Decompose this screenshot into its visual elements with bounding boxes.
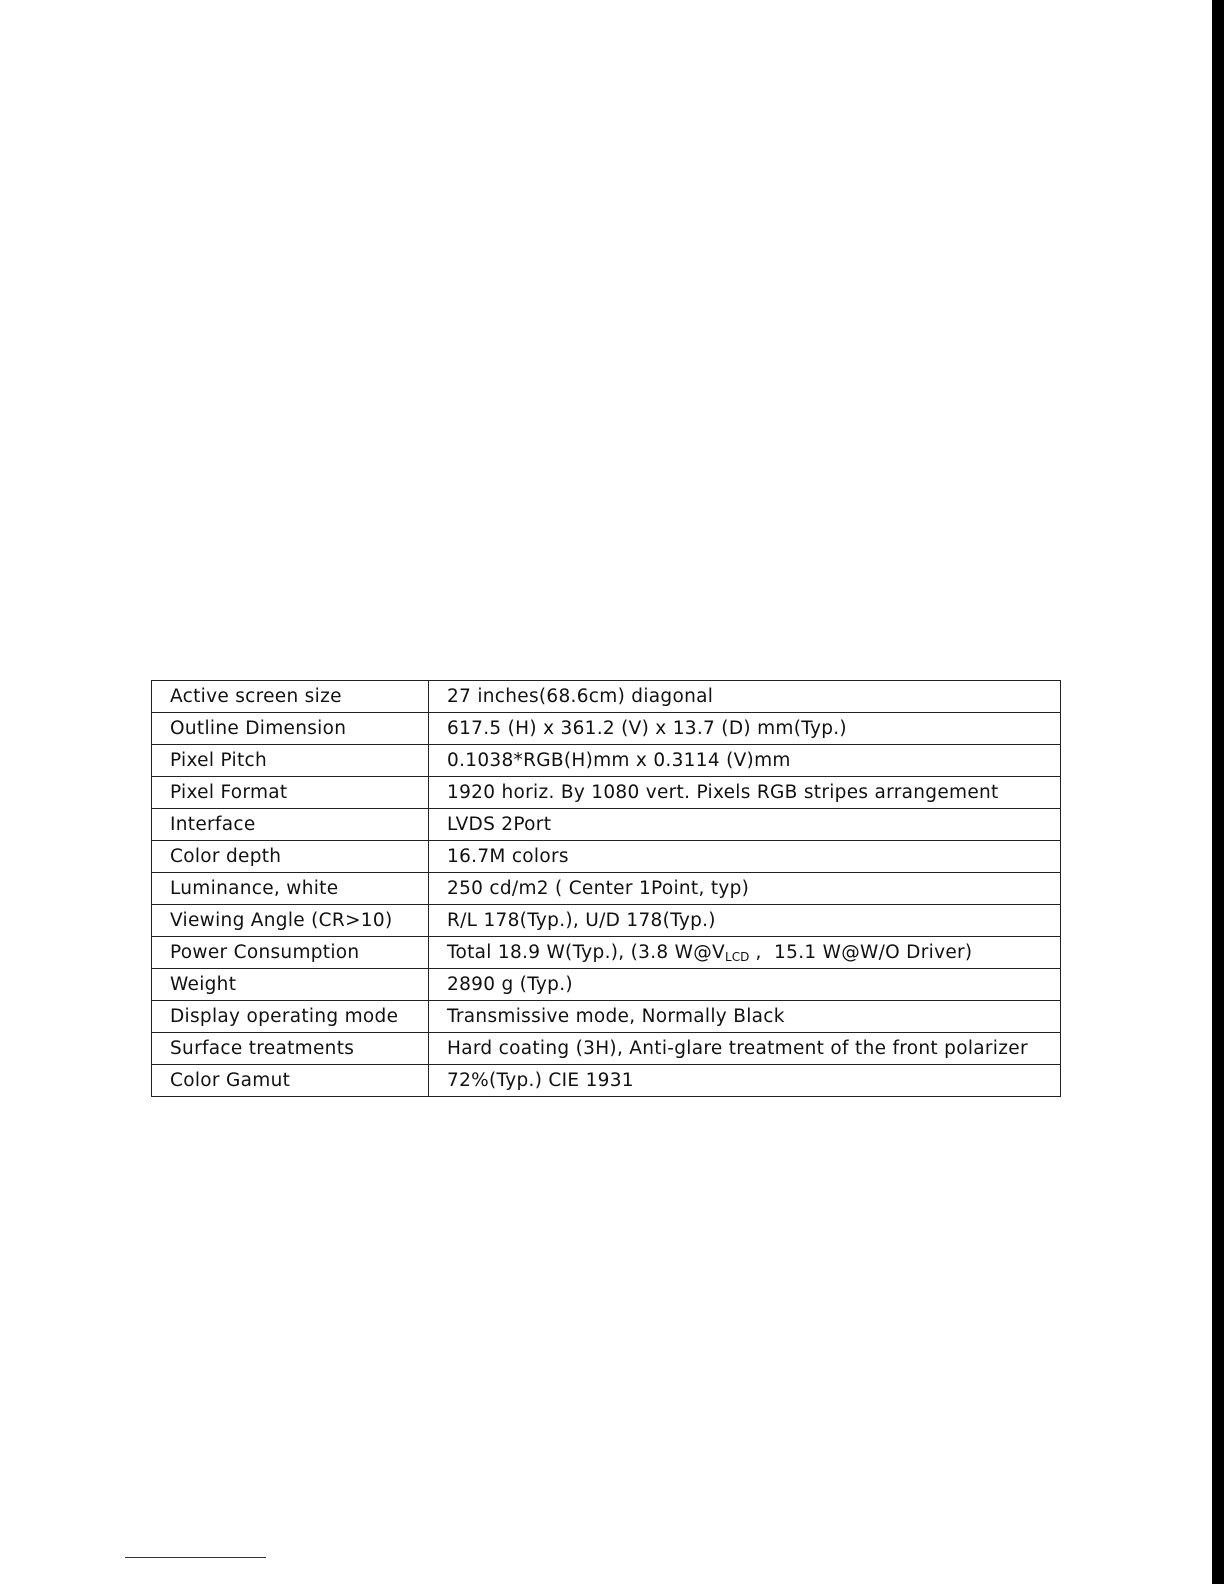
power-value-suffix: , 15.1 W@W/O Driver) <box>749 941 973 963</box>
table-row <box>152 905 1061 937</box>
table-row <box>152 841 1061 873</box>
power-value-prefix: Total 18.9 W(Typ.), (3.8 W@V <box>447 941 726 963</box>
spec-value-power-consumption <box>429 937 1061 969</box>
spec-value-weight: 2890 g (Typ.) <box>429 969 1061 1001</box>
table-row <box>152 873 1061 905</box>
table-row <box>152 969 1061 1001</box>
page-edge-bar <box>1212 0 1224 1584</box>
table-row <box>152 809 1061 841</box>
table-row <box>152 1001 1061 1033</box>
spec-value-interface: LVDS 2Port <box>429 809 1061 841</box>
table-row <box>152 1065 1061 1097</box>
power-value-subscript: LCD <box>725 949 750 964</box>
spec-label-weight: Weight <box>152 969 429 1001</box>
table-row <box>152 681 1061 713</box>
table-row <box>152 937 1061 969</box>
spec-label-power-consumption: Power Consumption <box>152 937 429 969</box>
spec-label-pixel-format: Pixel Format <box>152 777 429 809</box>
spec-label-luminance: Luminance, white <box>152 873 429 905</box>
spec-label-viewing-angle: Viewing Angle (CR>10) <box>152 905 429 937</box>
spec-value-pixel-pitch: 0.1038*RGB(H)mm x 0.3114 (V)mm <box>429 745 1061 777</box>
spec-label-interface: Interface <box>152 809 429 841</box>
spec-label-outline-dimension: Outline Dimension <box>152 713 429 745</box>
spec-value-surface-treatments: Hard coating (3H), Anti-glare treatment of the front polarizer <box>429 1033 1061 1065</box>
spec-value-active-screen-size: 27 inches(68.6cm) diagonal <box>429 681 1061 713</box>
spec-value-display-operating-mode: Transmissive mode, Normally Black <box>429 1001 1061 1033</box>
specification-table <box>151 680 1061 1097</box>
table-row <box>152 745 1061 777</box>
spec-label-color-depth: Color depth <box>152 841 429 873</box>
spec-label-pixel-pitch: Pixel Pitch <box>152 745 429 777</box>
spec-value-viewing-angle: R/L 178(Typ.), U/D 178(Typ.) <box>429 905 1061 937</box>
spec-value-color-gamut: 72%(Typ.) CIE 1931 <box>429 1065 1061 1097</box>
footnote-divider <box>125 1557 266 1558</box>
spec-value-luminance: 250 cd/m2 ( Center 1Point, typ) <box>429 873 1061 905</box>
table-row <box>152 713 1061 745</box>
spec-label-active-screen-size: Active screen size <box>152 681 429 713</box>
table-row <box>152 1033 1061 1065</box>
spec-label-surface-treatments: Surface treatments <box>152 1033 429 1065</box>
spec-label-display-operating-mode: Display operating mode <box>152 1001 429 1033</box>
spec-value-color-depth: 16.7M colors <box>429 841 1061 873</box>
spec-value-pixel-format: 1920 horiz. By 1080 vert. Pixels RGB stripes arrangement <box>429 777 1061 809</box>
spec-label-color-gamut: Color Gamut <box>152 1065 429 1097</box>
table-row <box>152 777 1061 809</box>
spec-value-outline-dimension: 617.5 (H) x 361.2 (V) x 13.7 (D) mm(Typ.) <box>429 713 1061 745</box>
